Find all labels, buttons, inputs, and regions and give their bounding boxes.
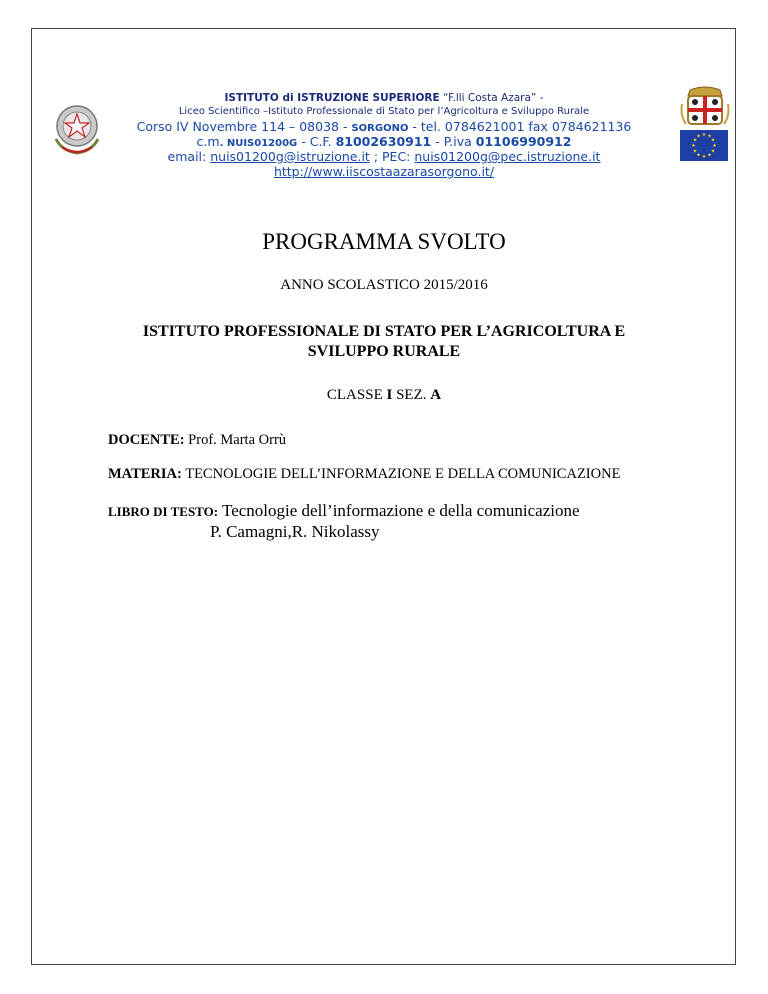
svg-text:★: ★ <box>691 143 696 149</box>
website-link[interactable]: http://www.iiscostaazarasorgono.it/ <box>273 164 495 179</box>
pec-link[interactable]: nuis01200g@pec.istruzione.it <box>414 149 601 164</box>
teacher-field: DOCENTE: Prof. Marta Orrù <box>108 432 287 448</box>
header-email-line: email: nuis01200g@istruzione.it ; PEC: nuis01200g@pec.istruzione.it <box>167 149 601 164</box>
document-title: PROGRAMMA SVOLTO <box>262 229 506 254</box>
svg-text:★: ★ <box>696 133 701 140</box>
institute-name-line1: ISTITUTO PROFESSIONALE DI STATO PER L’AGRICOLTURA E <box>142 323 626 340</box>
email-link[interactable]: nuis01200g@istruzione.it <box>210 149 370 164</box>
svg-text:★: ★ <box>696 152 701 159</box>
svg-text:★: ★ <box>701 132 707 138</box>
svg-text:★: ★ <box>692 137 698 144</box>
header-schools-line: Liceo Scientifico –Istituto Professionale di Stato per l’Agricoltura e Sviluppo Rurale <box>178 106 590 117</box>
textbook-authors: P. Camagni,R. Nikolassy <box>210 522 380 541</box>
header-address-line: Corso IV Novembre 114 – 08038 - SORGONO - tel. 0784621001 fax 0784621136 <box>136 119 632 134</box>
svg-text:★: ★ <box>707 133 712 140</box>
header-website-line <box>0 164 768 179</box>
textbook-field: LIBRO DI TESTO: Tecnologie dell’informazione e della comunicazione <box>108 501 580 520</box>
svg-text:★: ★ <box>710 148 716 155</box>
school-year: ANNO SCOLASTICO 2015/2016 <box>280 277 488 293</box>
class-section: CLASSE I SEZ. A <box>326 387 442 403</box>
svg-text:★: ★ <box>701 154 707 160</box>
svg-text:★: ★ <box>707 152 712 159</box>
svg-text:★: ★ <box>692 148 698 155</box>
svg-text:★: ★ <box>712 143 717 149</box>
institute-name-line2: SVILUPPO RURALE <box>307 343 461 360</box>
subject-field: MATERIA: TECNOLOGIE DELL’INFORMAZIONE E DELLA COMUNICAZIONE <box>108 466 621 482</box>
svg-text:★: ★ <box>710 137 716 144</box>
header-institute-line: ISTITUTO di ISTRUZIONE SUPERIORE “F.lli Costa Azara” - <box>224 92 544 104</box>
header-codes-line: c.m. NUIS01200G - C.F. 81002630911 - P.iva 01106990912 <box>196 134 572 149</box>
